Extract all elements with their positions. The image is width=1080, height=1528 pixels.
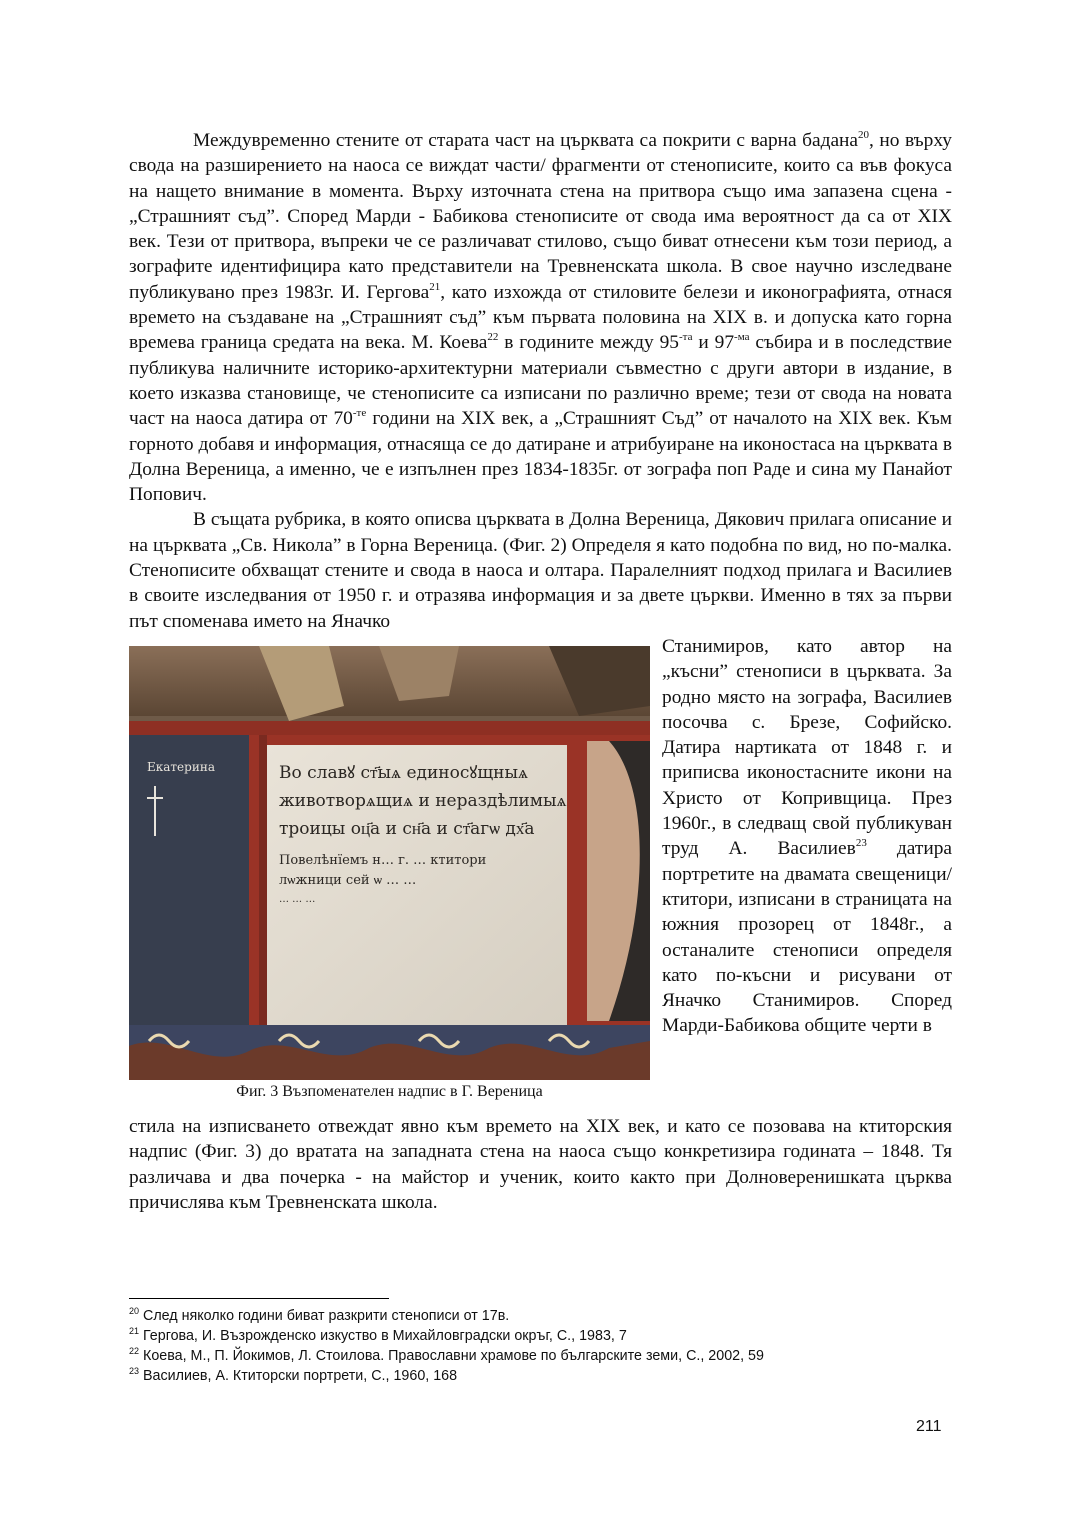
wrapped-text [662,634,952,1039]
footnote-22: $^{22}$ Коева, М., П. Йокимов, Л. Стоилова. Православни храмове по българските земи, С., 2002, 59 [129,1346,764,1364]
side-label: Екатерина [147,759,215,774]
footnote-ref-22[interactable]: 22 [487,331,499,344]
figure-block [129,634,952,1114]
wrapped-paragraph: Станимиров, като автор на „късни” стенописи в църквата. За родно място на зографа, Василиев посочва с. Брезе, Софийско. Датира нартиката от 1848 г. и приписва иконостасните икони на Христо от Копривщица. През 1960г., в следващ свой публикуван труд А. Василиев$^{23}$ датира портретите на двамата свещеници/ктитори, изписани в страницата на южния прозорец от 1848г., а останалите стенописи определя като по-късни и рисувани от Яначко Станимиров. Според Марди-Бабикова общите черти в [662,635,952,1037]
figure-caption: Фиг. 3 Възпоменателен надпис в Г. Вереница [236,1082,543,1100]
footnote-ref-21[interactable]: 21 [429,280,441,293]
footnote-ref-23[interactable]: 23 [855,837,867,850]
page-body [129,128,952,1215]
footnotes [129,1306,952,1386]
inscription-line: животворѧщиѧ и нераздѣлимыѧ [279,790,567,811]
inscription-line: Повелѣнїемъ н… г. … ктитори [279,852,487,868]
page-number: 211 [916,1418,942,1435]
paragraph-2: В същата рубрика, в която описва църквата в Долна Вереница, Дякович прилага описание и на църквата „Св. Никола” в Горна Вереница. (Фиг. 2) Определя я като подобна по вид, но по-малка. Стенописите обхващат стените и свода в наоса и олтара. Паралелният подход прилага и Василиев в своите изследвания от 1950 г. и отразява информация и за двете църкви. Именно в тях за първи път споменава името на Яначко [129,509,952,632]
figure-3 [129,646,650,1102]
footnote-ref-20[interactable]: 20 [858,129,870,141]
footnote-20: $^{20}$ След няколко години биват разкрити стенописи от 17в. [129,1306,510,1324]
paragraph-1: Междувременно стените от старата част на църквата са покрити с варна бадана$^{20}$, но върху свода на разширението на наоса се виждат части/ фрагменти от стенописите, които са във фокуса на нащето внимание в момента. Върху източната стена на притвора също има запазена сцена - „Страшният съд”. Според Марди - Бабикова стенописите от свода има вероятност да са от XIX век. Тези от притвора, въпреки че се различават стилово, също биват отнесени към този период, а зографите идентифицира като представители на Тревненската школа. В свое научно изследване публикувано през 1983г. И. Гергова$^{21}$, като изхожда от стиловите белези и иконографията, отнася времето на създаване на „Страшният съд” към първата половина на XIX в. и допуска като горна времева граница средата на века. М. Коева$^{22}$ в годините между $95^{-та}$ и $97^{-ма}$ събира и в последствие публикува наличните историко-архитектурни материали съвместно с други автори в издание, в което изказва становище, че стенописите са изписани по различно време; тези от свода на новата част на наоса датира от $70^{-те}$ години на XIX век, а „Страшният Съд” от началото на XIX век. Към горното добавя и информация, отнасяща се до датиране и атрибуиране на иконостаса на църквата в Долна Вереница, а именно, че е изпълнен през 1834-1835г. от зографа поп Раде и сина му Панайот Попович. [129,129,953,506]
inscription-line: лѡжници сей ѡ … … [279,872,417,888]
footnote-21: $^{21}$ Гергова, И. Възрожденско изкуство в Михайловградски окръг, С., 1983, 7 [129,1326,627,1344]
inscription-line: троицы оц҃а и сн҃а и ст҃агѡ дх҃а [279,818,535,839]
inscription-line: Во славꙋ ст҃ыѧ единосꙋщныѧ [279,762,529,783]
footnote-divider [129,1298,389,1299]
paragraph-3: стила на изписването отвеждат явно към времето на XIX век, и като се позовава на ктиторския надпис (Фиг. 3) до вратата на западната стена на наоса също конкретизира годината – 1848. Тя различава и два почерка - на майстор и ученик, които както при Долноверенишката църква причислява към Тревненската школа. [129,1115,952,1213]
inscription-line: … … … [279,893,316,905]
inscription-photo [129,646,650,1080]
footnote-23: $^{23}$ Василиев, А. Ктиторски портрети, С., 1960, 168 [129,1366,458,1384]
